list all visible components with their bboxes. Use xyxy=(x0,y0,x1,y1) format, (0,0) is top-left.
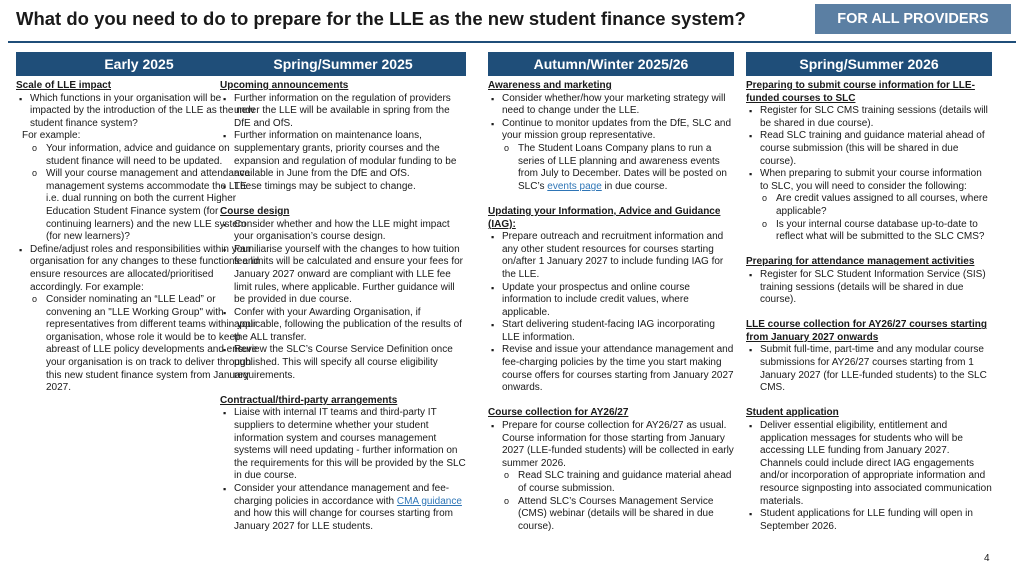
list-item: ▪ Consider whether and how the LLE might impact your organisation’s course design. xyxy=(220,219,466,244)
list-item: ▪ Revise and issue your attendance management and fee-charging policies by the time you start making course offers for courses starting from January 2027 onwards. xyxy=(488,344,734,394)
inline-link[interactable]: CMA guidance xyxy=(396,495,462,507)
column-heading: Early 2025 xyxy=(16,52,262,76)
audience-badge: FOR ALL PROVIDERS xyxy=(815,4,1011,34)
section xyxy=(220,395,466,534)
column-spring-summer-2025 xyxy=(220,52,466,546)
list-item: ▪ Consider whether/how your marketing strategy will need to change under the LLE. xyxy=(488,93,734,118)
section xyxy=(220,206,466,382)
column-autumn-winter-2025-26 xyxy=(488,52,734,546)
column-heading: Spring/Summer 2026 xyxy=(746,52,992,76)
list-item: o Consider nominating an “LLE Lead” or convening an "LLE Working Group" with representatives from different teams within your organisation, whose role it would be to keep abreast of LLE policy developments and ensure your organisation is on track to deliver through this new student finance system from January 2027. xyxy=(16,294,262,395)
list-item: ▪ Prepare outreach and recruitment information and any other student resources for courses starting on/after 1 January 2027 to include funding IAG for the LLE. xyxy=(488,231,734,281)
bullet-list xyxy=(746,420,992,533)
list-item-text: The Student Loans Company plans to run a series of LLE planning and awareness events from July to December. Dates will be posted on SLC’s xyxy=(518,142,727,192)
list-item: ▪ Read SLC training and guidance material ahead of course submission (this will be shared in due course). xyxy=(746,130,992,168)
title-divider xyxy=(8,41,1016,43)
list-item: ▪ Which functions in your organisation will be impacted by the introduction of the LLE as the new student finance system? xyxy=(16,93,262,131)
section xyxy=(488,206,734,395)
bullet-list xyxy=(488,93,734,194)
list-item: ▪ Register for SLC CMS training sessions (details will be shared in due course). xyxy=(746,105,992,130)
section-heading: LLE course collection for AY26/27 courses starting from January 2027 onwards xyxy=(746,319,988,343)
list-item: ▪ These timings may be subject to change. xyxy=(220,181,466,194)
list-item: ▪ Submit full-time, part-time and any modular course submissions for AY26/27 courses starting from 1 January 2027 (for LLE-funded students) to the SLC CMS. xyxy=(746,344,992,394)
section-heading: Contractual/third-party arrangements xyxy=(220,394,398,406)
bullet-list xyxy=(220,219,466,383)
section xyxy=(746,80,992,244)
list-item: ▪ Continue to monitor updates from the DfE, SLC and your mission group representative. xyxy=(488,118,734,143)
section-heading: Preparing for attendance management activities xyxy=(746,256,975,268)
section-heading: Student application xyxy=(746,407,839,419)
section-heading: Upcoming announcements xyxy=(220,80,349,91)
section xyxy=(746,407,992,533)
column-body xyxy=(488,76,734,533)
list-item: ▪ Liaise with internal IT teams and third-party IT suppliers to determine whether your student information system and courses management systems will need updating - further information on the requirements for this will be provided by the SLC in due course. xyxy=(220,407,466,483)
list-item: o Will your course management and attendance management systems accommodate the LLE i.e. dual running on both the current Higher Education Student Finance system (for continuing learners) and the new LLE system (for new learners)? xyxy=(16,168,262,244)
list-item: o Your information, advice and guidance on student finance will need to be updated. xyxy=(16,143,262,168)
section xyxy=(220,80,466,193)
section-heading: Updating your Information, Advice and Guidance (IAG): xyxy=(488,205,721,230)
bullet-list xyxy=(746,105,992,244)
list-item: ▪ Start delivering student-facing IAG incorporating LLE information. xyxy=(488,319,734,344)
page-number: 4 xyxy=(984,553,990,564)
list-item: ▪ Further information on maintenance loans, supplementary grants, priority courses and the expansion and regulation of modular funding to be available in June from the DfE and OfS. xyxy=(220,130,466,180)
list-item: ▪ Deliver essential eligibility, entitlement and application messages for students who will be accessing LLE funding from January 2027. Channels could include direct IAG engagements and/or incorporation of appropriate information and resource signposting into associated communication materials. xyxy=(746,420,992,508)
list-item: ▪ Student applications for LLE funding will open in September 2026. xyxy=(746,508,992,533)
list-item-text: Consider your attendance management and fee-charging policies in accordance with xyxy=(234,483,450,507)
list-item: ▪ Define/adjust roles and responsibilities within your organisation for any changes to these functions and ensure resources are allocated/prioritised accordingly. For example: xyxy=(16,244,262,294)
list-item-text: in due course. xyxy=(601,180,668,192)
bullet-list xyxy=(220,93,466,194)
list-item: o Attend SLC’s Courses Management Service (CMS) webinar (details will be shared in due course). xyxy=(488,496,734,534)
section-heading: Preparing to submit course information for LLE-funded courses to SLC xyxy=(746,80,975,104)
page-title: What do you need to do to prepare for the LLE as the new student finance system? xyxy=(16,8,746,29)
bullet-list xyxy=(746,269,992,307)
column-body xyxy=(220,76,466,533)
list-item-text: and how this will change for courses starting from January 2027 for LLE students. xyxy=(234,508,453,532)
list-item xyxy=(488,143,734,193)
section xyxy=(488,80,734,193)
section-heading: Course collection for AY26/27 xyxy=(488,407,629,419)
list-item: ▪ Review the SLC’s Course Service Definition once published. This will specify all course eligibility requirements. xyxy=(220,344,466,382)
section-heading: Course design xyxy=(220,205,290,217)
section xyxy=(488,407,734,533)
section xyxy=(746,256,992,306)
list-item: ▪ Update your prospectus and online course information to include credit values, where applicable. xyxy=(488,282,734,320)
section-heading: Scale of LLE impact xyxy=(16,80,112,91)
bullet-list xyxy=(220,407,466,533)
list-item: ▪ When preparing to submit your course information to SLC, you will need to consider the following: xyxy=(746,168,992,193)
list-item: ▪ Register for SLC Student Information Service (SIS) training sessions (details will be shared in due course). xyxy=(746,269,992,307)
list-item: o Are credit values assigned to all courses, where applicable? xyxy=(746,193,992,218)
section xyxy=(746,319,992,395)
list-item: For example: xyxy=(22,130,81,142)
column-body xyxy=(746,76,992,533)
bullet-list xyxy=(488,231,734,395)
inline-link[interactable]: events page xyxy=(547,180,602,192)
column-spring-summer-2026 xyxy=(746,52,992,546)
column-heading: Autumn/Winter 2025/26 xyxy=(488,52,734,76)
list-item: ▪ Further information on the regulation of providers under the LLE will be available in spring from the DfE and OfS. xyxy=(220,93,466,131)
list-item xyxy=(220,483,466,533)
list-item: o Is your internal course database up-to-date to reflect what will be submitted to the SLC CMS? xyxy=(746,219,992,244)
list-item: o Read SLC training and guidance material ahead of course submission. xyxy=(488,470,734,495)
list-item: ▪ Prepare for course collection for AY26/27 as usual. Course information for those starting from January 2027 (LLE-funded students) will be collected in early summer 2026. xyxy=(488,420,734,470)
bullet-list xyxy=(488,420,734,533)
list-item: ▪ Confer with your Awarding Organisation, if applicable, following the publication of the results of the ALL transfer. xyxy=(220,307,466,345)
list-item: ▪ Familiarise yourself with the changes to how tuition fee limits will be calculated and ensure your fees for January 2027 onward are compliant with LLE fee limit rules, where applicable. Further guidance will be provided in due course. xyxy=(220,244,466,307)
column-heading: Spring/Summer 2025 xyxy=(220,52,466,76)
bullet-list xyxy=(746,344,992,394)
section-heading: Awareness and marketing xyxy=(488,80,612,91)
